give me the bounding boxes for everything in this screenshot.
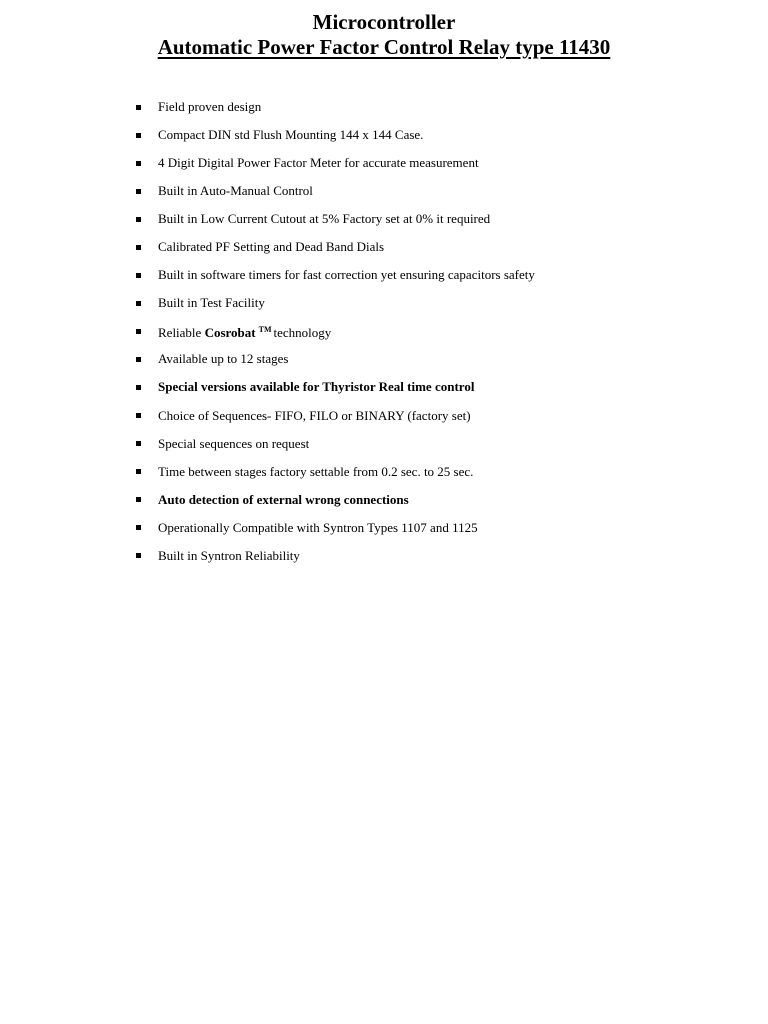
feature-text: Operationally Compatible with Syntron Types 1107 and 1125 <box>158 519 478 535</box>
feature-text: Special sequences on request <box>158 435 310 451</box>
feature-item-compatibility <box>134 514 734 542</box>
square-bullet-icon <box>136 161 141 166</box>
feature-item-software-timers <box>134 261 734 289</box>
feature-text: 4 Digit Digital Power Factor Meter for accurate measurement <box>158 155 479 171</box>
feature-item-field-proven <box>134 93 734 121</box>
square-bullet-icon <box>136 497 141 502</box>
feature-item-sequences <box>134 402 734 430</box>
feature-item-cosrobat <box>134 317 734 345</box>
feature-text: Choice of Sequences- FIFO, FILO or BINARY (factory set) <box>158 407 471 423</box>
feature-text: Compact DIN std Flush Mounting 144 x 144 Case. <box>158 127 424 143</box>
feature-text: Built in software timers for fast correction yet ensuring capacitors safety <box>158 267 535 283</box>
feature-list <box>134 93 734 570</box>
brand-name: Cosrobat <box>204 324 256 340</box>
square-bullet-icon <box>136 329 141 334</box>
feature-item-auto-manual <box>134 177 734 205</box>
feature-item-pf-dials <box>134 233 734 261</box>
square-bullet-icon <box>136 133 141 138</box>
square-bullet-icon <box>136 301 141 306</box>
feature-item-thyristor <box>134 373 734 401</box>
square-bullet-icon <box>136 273 141 278</box>
feature-text: Special versions available for Thyristor Real time control <box>158 379 475 395</box>
feature-item-din-case <box>134 121 734 149</box>
square-bullet-icon <box>136 413 141 418</box>
feature-text <box>158 322 331 341</box>
square-bullet-icon <box>136 105 141 110</box>
feature-text: Built in Auto-Manual Control <box>158 183 313 199</box>
feature-text-suffix: technology <box>273 324 332 340</box>
trademark-mark: TM <box>258 324 272 334</box>
feature-text: Built in Syntron Reliability <box>158 547 300 563</box>
feature-item-wrong-connections <box>134 486 734 514</box>
feature-text: Available up to 12 stages <box>158 351 289 367</box>
document-title: Microcontroller <box>312 10 456 34</box>
feature-item-pf-meter <box>134 149 734 177</box>
title-block <box>0 10 768 60</box>
feature-item-test-facility <box>134 289 734 317</box>
square-bullet-icon <box>136 469 141 474</box>
feature-item-stage-time <box>134 458 734 486</box>
feature-item-low-current-cutout <box>134 205 734 233</box>
feature-text-prefix: Reliable <box>158 324 205 340</box>
square-bullet-icon <box>136 189 141 194</box>
feature-item-stages <box>134 345 734 373</box>
feature-item-special-sequences <box>134 430 734 458</box>
feature-item-reliability <box>134 542 734 570</box>
square-bullet-icon <box>136 553 141 558</box>
feature-text: Field proven design <box>158 99 262 115</box>
feature-text: Calibrated PF Setting and Dead Band Dials <box>158 239 385 255</box>
square-bullet-icon <box>136 357 141 362</box>
square-bullet-icon <box>136 217 141 222</box>
square-bullet-icon <box>136 441 141 446</box>
feature-text: Built in Test Facility <box>158 295 265 311</box>
feature-text: Auto detection of external wrong connections <box>158 491 409 507</box>
feature-text: Built in Low Current Cutout at 5% Factory set at 0% it required <box>158 211 491 227</box>
square-bullet-icon <box>136 525 141 530</box>
square-bullet-icon <box>136 245 141 250</box>
feature-text: Time between stages factory settable from 0.2 sec. to 25 sec. <box>158 463 474 479</box>
document-subtitle: Automatic Power Factor Control Relay type 11430 <box>157 35 611 59</box>
square-bullet-icon <box>136 385 141 390</box>
